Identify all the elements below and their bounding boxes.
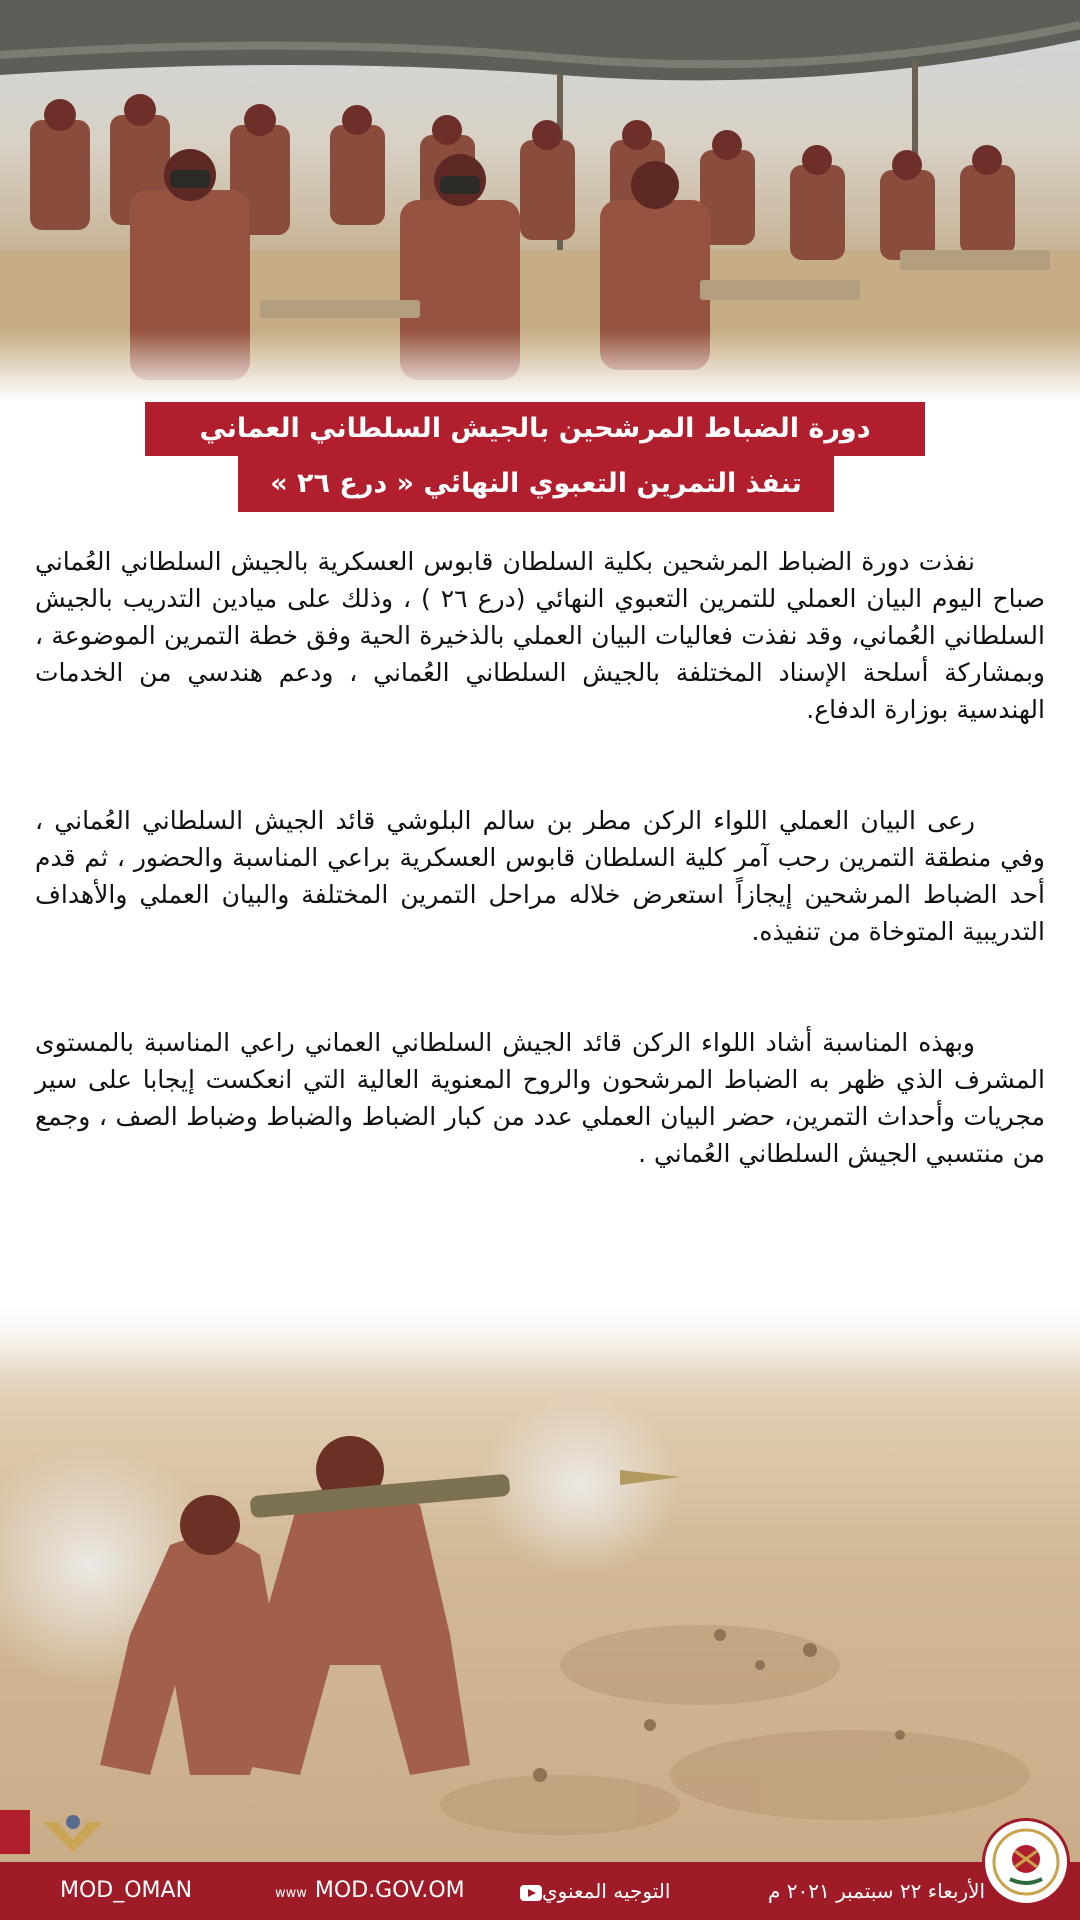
bottom-photo-rpg-firing: [0, 1305, 1080, 1865]
website-link[interactable]: [275, 1862, 465, 1920]
website-label: MOD.GOV.OM: [314, 1878, 465, 1903]
bottom-photo-illustration: [0, 1305, 1080, 1865]
youtube-icon: [520, 1885, 542, 1901]
military-emblem: [38, 1812, 108, 1862]
article-body: [35, 543, 1045, 1172]
footer-bar: [0, 1862, 1080, 1920]
channel-label: التوجيه المعنوي: [542, 1879, 671, 1903]
social-handle[interactable]: MOD_OMAN: [60, 1878, 193, 1903]
channel-link[interactable]: [510, 1862, 670, 1920]
ministry-of-defence-logo: [982, 1818, 1070, 1906]
article-paragraph-3: وبهذه المناسبة أشاد اللواء الركن قائد الجيش السلطاني العماني راعي المناسبة بالمستوى المشرف الذي ظهر به الضباط المرشحون والروح المعنوية العالية التي انعكست إيجابا على سير مجريات وأحداث التمرين، حضر البيان العملي عدد من كبار الضباط والضباط وضباط الصف ، وجمع من منتسبي الجيش السلطاني العُماني .: [35, 1028, 1045, 1168]
top-photo-officers-observing: [0, 0, 1080, 400]
article-paragraph-2: رعى البيان العملي اللواء الركن مطر بن سالم البلوشي قائد الجيش السلطاني العُماني ، وفي منطقة التمرين رحب آمر كلية السلطان قابوس العسكرية براعي المناسبة والحضور ، ثم قدم أحد الضباط المرشحين إيجازاً استعرض خلاله مراحل التمرين المختلفة والبيان العملي والأهداف التدريبية المتوخاة من تنفيذه.: [35, 806, 1045, 946]
publish-date: الأربعاء ٢٢ سبتمبر ٢٠٢١ م: [768, 1879, 986, 1903]
page-marker: [0, 1810, 30, 1854]
website-prefix: www: [275, 1886, 307, 1901]
article-paragraph-1: نفذت دورة الضباط المرشحين بكلية السلطان قابوس العسكرية بالجيش السلطاني العُماني صباح اليوم البيان العملي للتمرين التعبوي النهائي (درع ٢٦ ) ، وذلك على ميادين التدريب بالجيش السلطاني العُماني، وقد نفذت فعاليات البيان العملي بالذخيرة الحية وفق خطة التمرين الموضوعة ، وبمشاركة أسلحة الإسناد المختلفة بالجيش السلطاني العُماني ، ودعم هندسي من الخدمات الهندسية بوزارة الدفاع.: [35, 547, 1045, 724]
top-photo-illustration: [0, 0, 1080, 400]
headline-line-2: تنفذ التمرين التعبوي النهائي « درع ٢٦ »: [238, 456, 834, 512]
headline-line-1: دورة الضباط المرشحين بالجيش السلطاني العماني: [145, 402, 925, 456]
